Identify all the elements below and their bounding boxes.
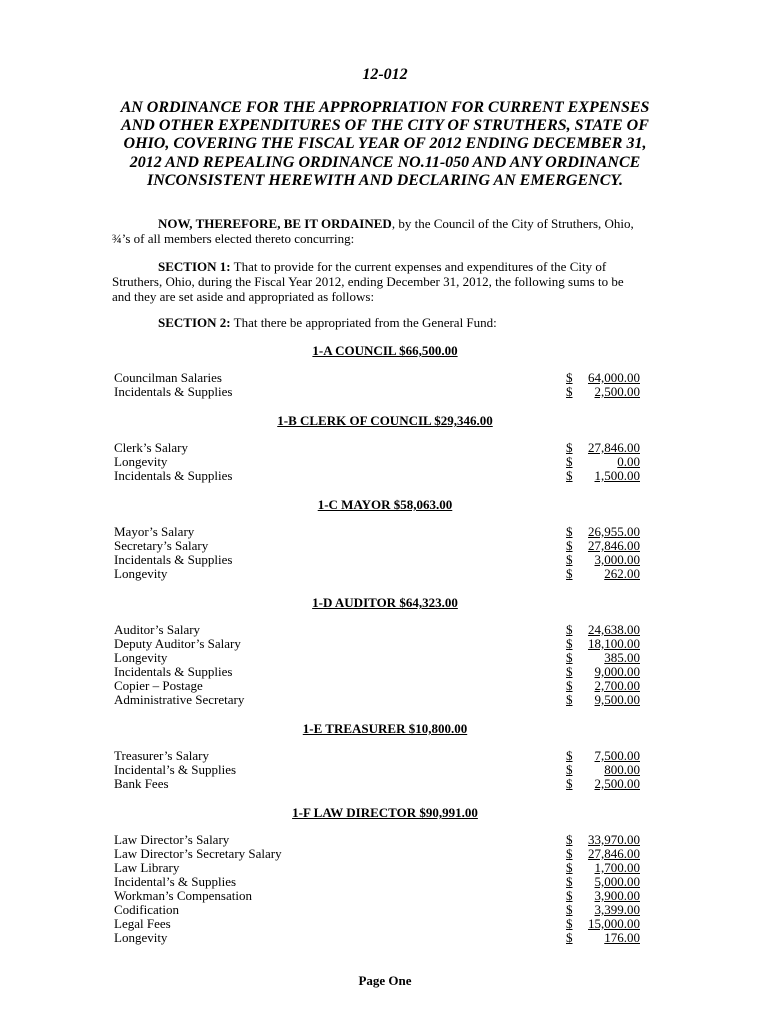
- section-heading-law-director: 1-F LAW DIRECTOR $90,991.00: [292, 805, 478, 820]
- item-label: Incidentals & Supplies: [114, 552, 233, 567]
- item-label: Auditor’s Salary: [114, 622, 201, 637]
- item-label: Legal Fees: [114, 916, 171, 931]
- line-item: [114, 539, 640, 553]
- section-heading-clerk: 1-B CLERK OF COUNCIL $29,346.00: [277, 413, 493, 428]
- item-amount: $ 5,000.00: [566, 874, 640, 889]
- line-item: [114, 679, 640, 693]
- item-amount: $ 0.00: [566, 454, 640, 469]
- item-label: Incidentals & Supplies: [114, 384, 233, 399]
- line-item: [114, 469, 640, 483]
- section-heading-auditor: 1-D AUDITOR $64,323.00: [312, 595, 458, 610]
- ordinance-number: 12-012: [362, 66, 408, 83]
- page-footer: Page One: [358, 973, 412, 988]
- item-amount: $ 2,500.00: [566, 384, 640, 399]
- line-item: [114, 931, 640, 945]
- item-amount: $ 1,500.00: [566, 468, 640, 483]
- item-label: Copier – Postage: [114, 678, 203, 693]
- section-1-label: SECTION 1:: [158, 259, 231, 274]
- ordinance-title: AN ORDINANCE FOR THE APPROPRIATION FOR CURRENT EXPENSES AND OTHER EXPENDITURES OF THE CITY OF STRUTHERS, STATE OF OHIO, COVERING THE FISCAL YEAR OF 2012 ENDING DECEMBER 31, 2012 AND REPEALING ORDINANCE NO.11-050 AND ANY ORDINANCE INCONSISTENT HEREWITH AND DECLARING AN EMERGENCY.: [120, 99, 650, 189]
- line-item: [114, 749, 640, 763]
- item-label: Mayor’s Salary: [114, 524, 195, 539]
- item-label: Law Library: [114, 860, 180, 875]
- item-amount: $ 1,700.00: [566, 860, 640, 875]
- line-item: [114, 441, 640, 455]
- ordain-paragraph: [112, 216, 642, 246]
- item-label: Administrative Secretary: [114, 692, 245, 707]
- section-heading-mayor: 1-C MAYOR $58,063.00: [317, 497, 453, 512]
- item-amount: $ 27,846.00: [566, 538, 640, 553]
- line-item: [114, 917, 640, 931]
- item-label: Longevity: [114, 650, 168, 665]
- section-2-paragraph: [112, 315, 642, 330]
- item-amount: $ 24,638.00: [566, 622, 640, 637]
- item-amount: $ 27,846.00: [566, 440, 640, 455]
- law-director-items: [114, 833, 640, 945]
- item-label: Longevity: [114, 930, 168, 945]
- section-2-text: That there be appropriated from the General Fund:: [230, 315, 497, 330]
- line-item: [114, 455, 640, 469]
- line-item: [114, 889, 640, 903]
- line-item: [114, 763, 640, 777]
- item-label: Bank Fees: [114, 776, 169, 791]
- auditor-items: [114, 623, 640, 707]
- item-amount: $ 2,500.00: [566, 776, 640, 791]
- line-item: [114, 665, 640, 679]
- ordain-lead: NOW, THEREFORE, BE IT ORDAINED: [158, 216, 392, 231]
- line-item: [114, 385, 640, 399]
- section-1-paragraph: [112, 259, 642, 304]
- item-amount: $ 3,000.00: [566, 552, 640, 567]
- item-amount: $ 15,000.00: [566, 916, 640, 931]
- line-item: [114, 833, 640, 847]
- section-1-text: That to provide for the current expenses and expenditures of the City of Struthers, Ohio, during the Fiscal Year 2012, ending December 31, 2012, the following sums to be and they are set aside and appropriated as follows:: [112, 259, 624, 304]
- line-item: [114, 553, 640, 567]
- section-heading-council: 1-A COUNCIL $66,500.00: [312, 343, 458, 358]
- item-label: Incidentals & Supplies: [114, 468, 233, 483]
- item-label: Deputy Auditor’s Salary: [114, 636, 241, 651]
- line-item: [114, 623, 640, 637]
- clerk-items: [114, 441, 640, 483]
- line-item: [114, 651, 640, 665]
- mayor-items: [114, 525, 640, 581]
- line-item: [114, 525, 640, 539]
- item-amount: $ 27,846.00: [566, 846, 640, 861]
- section-heading-treasurer: 1-E TREASURER $10,800.00: [302, 721, 468, 736]
- line-item: [114, 847, 640, 861]
- treasurer-items: [114, 749, 640, 791]
- item-amount: $ 2,700.00: [566, 678, 640, 693]
- item-label: Incidental’s & Supplies: [114, 874, 237, 889]
- item-label: Law Director’s Salary: [114, 832, 230, 847]
- item-label: Workman’s Compensation: [114, 888, 252, 903]
- item-label: Longevity: [114, 454, 168, 469]
- item-amount: $ 7,500.00: [566, 748, 640, 763]
- line-item: [114, 371, 640, 385]
- line-item: [114, 567, 640, 581]
- item-amount: $ 3,900.00: [566, 888, 640, 903]
- line-item: [114, 861, 640, 875]
- item-label: Councilman Salaries: [114, 370, 222, 385]
- line-item: [114, 777, 640, 791]
- item-label: Incidentals & Supplies: [114, 664, 233, 679]
- item-label: Law Director’s Secretary Salary: [114, 846, 282, 861]
- item-amount: $ 385.00: [566, 650, 640, 665]
- item-amount: $ 26,955.00: [566, 524, 640, 539]
- item-label: Treasurer’s Salary: [114, 748, 209, 763]
- item-amount: $ 64,000.00: [566, 370, 640, 385]
- item-amount: $ 33,970.00: [566, 832, 640, 847]
- item-label: Longevity: [114, 566, 168, 581]
- line-item: [114, 875, 640, 889]
- item-amount: $ 9,500.00: [566, 692, 640, 707]
- item-label: Secretary’s Salary: [114, 538, 209, 553]
- ordain-text: , by the Council of the City of Struthers, Ohio, ¾’s of all members elected thereto concurring:: [112, 216, 634, 246]
- line-item: [114, 903, 640, 917]
- council-items: [114, 371, 640, 399]
- item-amount: $ 9,000.00: [566, 664, 640, 679]
- line-item: [114, 693, 640, 707]
- section-2-label: SECTION 2:: [158, 315, 231, 330]
- item-amount: $ 800.00: [566, 762, 640, 777]
- line-item: [114, 637, 640, 651]
- item-label: Incidental’s & Supplies: [114, 762, 237, 777]
- item-amount: $ 176.00: [566, 930, 640, 945]
- item-amount: $ 18,100.00: [566, 636, 640, 651]
- item-label: Codification: [114, 902, 179, 917]
- item-amount: $ 3,399.00: [566, 902, 640, 917]
- item-amount: $ 262.00: [566, 566, 640, 581]
- item-label: Clerk’s Salary: [114, 440, 189, 455]
